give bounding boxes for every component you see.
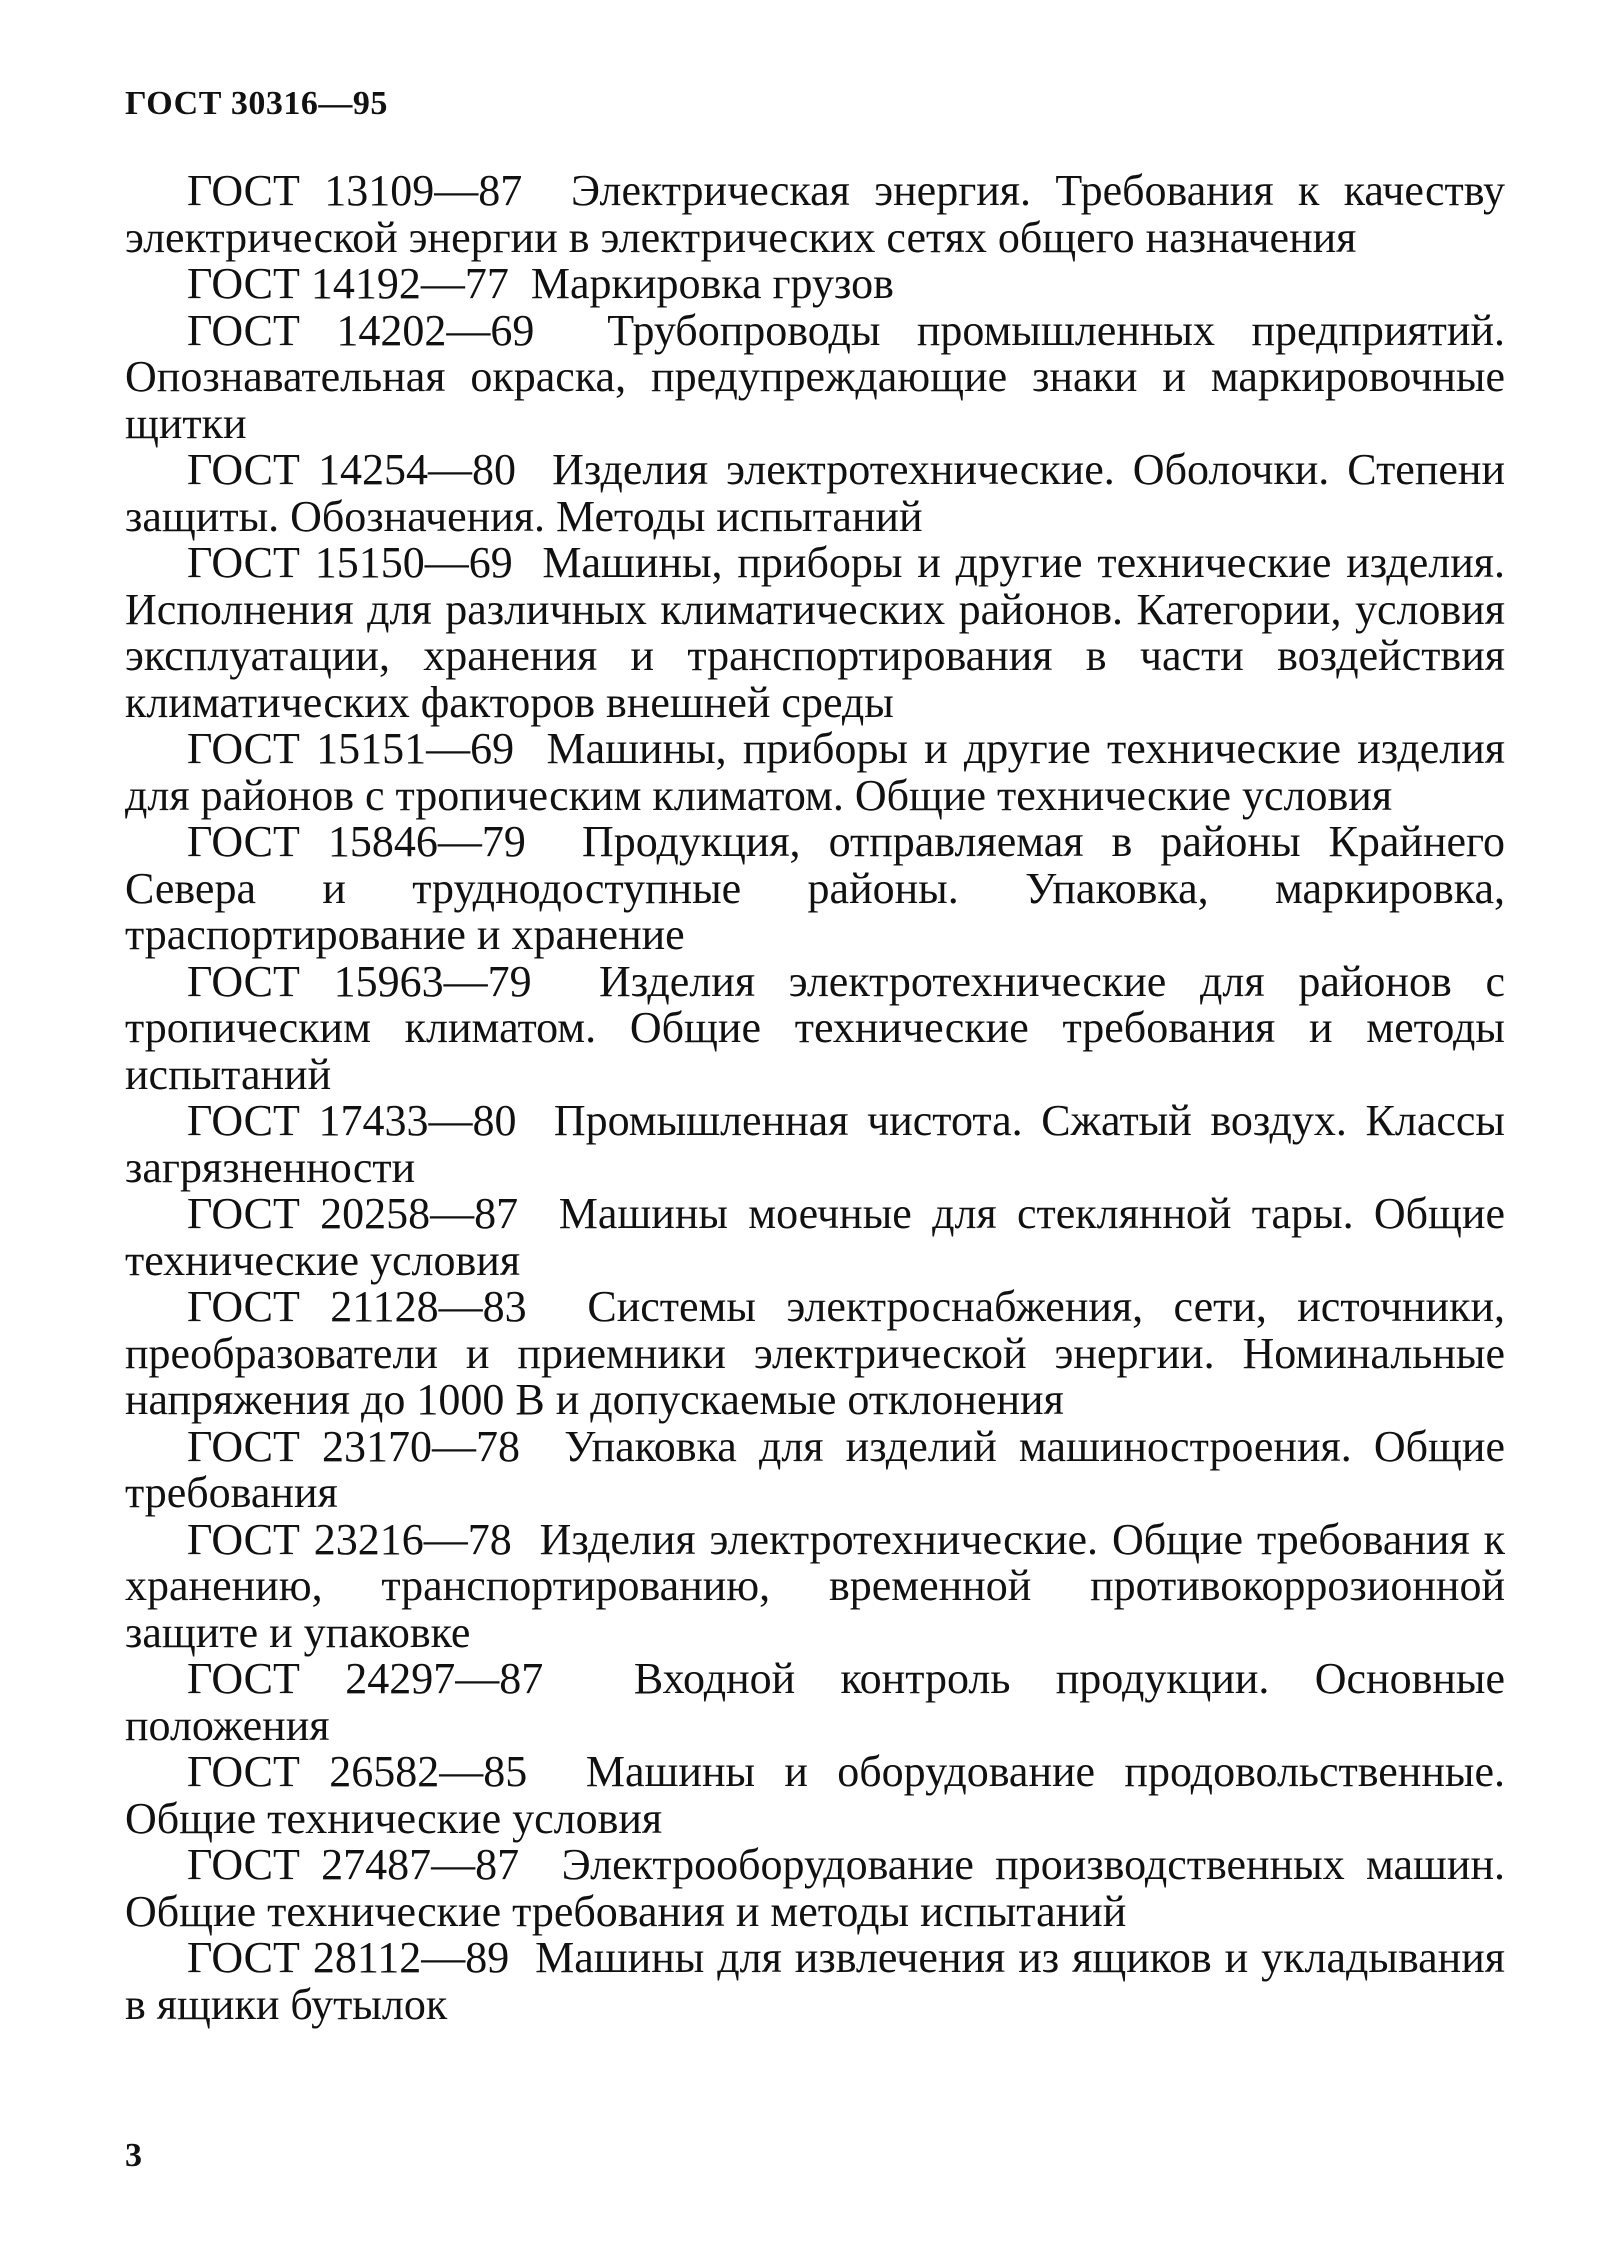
- reference-title: Системы электроснабжения, сети, источники, преобразователи и приемники электрической энергии. Номинальные напряжения до 1000 В и допускаемые отклонения: [125, 1282, 1505, 1424]
- reference-entry: [125, 1191, 1505, 1284]
- reference-code: ГОСТ 14192—77: [187, 259, 509, 308]
- reference-code: ГОСТ 15150—69: [187, 538, 513, 587]
- reference-code: ГОСТ 23216—78: [187, 1514, 512, 1564]
- reference-code: ГОСТ 15846—79: [187, 817, 526, 866]
- reference-code: ГОСТ 20258—87: [187, 1189, 519, 1238]
- reference-title: Изделия электротехнические для районов с тропическим климатом. Общие технические требования и методы испытаний: [125, 956, 1505, 1099]
- reference-code: ГОСТ 17433—80: [187, 1096, 517, 1145]
- reference-entry: [125, 819, 1505, 959]
- reference-entry: [125, 1284, 1505, 1424]
- reference-code: ГОСТ 24297—87: [187, 1654, 544, 1703]
- document-header-id: ГОСТ 30316—95: [125, 85, 388, 122]
- reference-code: ГОСТ 15963—79: [187, 956, 532, 1006]
- reference-entry: [125, 1514, 1505, 1657]
- reference-title: Трубопроводы промышленных предприятий. Опознавательная окраска, предупреждающие знаки и маркировочные щитки: [125, 305, 1505, 448]
- reference-entry: [125, 1935, 1505, 2028]
- reference-title: Машины моечные для стеклянной тары. Общие технические условия: [125, 1189, 1505, 1285]
- reference-title: Маркировка грузов: [530, 259, 894, 308]
- page-number: 3: [125, 2137, 142, 2174]
- reference-entry: [125, 1421, 1505, 1517]
- reference-title: Упаковка для изделий машиностроения. Общие требования: [125, 1421, 1505, 1517]
- reference-title: Изделия электротехнические. Общие требования к хранению, транспортированию, временной противокоррозионной защите и упаковке: [125, 1514, 1505, 1657]
- reference-entry: [125, 305, 1505, 448]
- reference-entry: [125, 1656, 1505, 1749]
- reference-entry: [125, 168, 1505, 261]
- reference-code: ГОСТ 28112—89: [187, 1933, 510, 1982]
- reference-entry: [125, 447, 1505, 540]
- reference-code: ГОСТ 14254—80: [187, 445, 516, 494]
- reference-code: ГОСТ 14202—69: [187, 305, 535, 355]
- normative-references-list: [125, 168, 1505, 2028]
- reference-title: Машины и оборудование продовольственные. Общие технические условия: [125, 1747, 1505, 1843]
- reference-title: Машины, приборы и другие технические изделия для районов с тропическим климатом. Общие технические условия: [125, 724, 1505, 820]
- reference-entry: [125, 956, 1505, 1099]
- reference-code: ГОСТ 15151—69: [187, 724, 515, 773]
- reference-code: ГОСТ 13109—87: [187, 166, 523, 215]
- reference-code: ГОСТ 21128—83: [187, 1282, 527, 1331]
- reference-code: ГОСТ 27487—87: [187, 1840, 520, 1889]
- reference-entry: [125, 726, 1505, 819]
- reference-entry: [125, 261, 1505, 308]
- reference-entry: [125, 540, 1505, 726]
- reference-code: ГОСТ 26582—85: [187, 1747, 528, 1796]
- reference-entry: [125, 1098, 1505, 1191]
- reference-code: ГОСТ 23170—78: [187, 1421, 521, 1471]
- reference-entry: [125, 1842, 1505, 1935]
- reference-title: Электрооборудование производственных машин. Общие технические требования и методы испытаний: [125, 1840, 1505, 1936]
- reference-title: Машины, приборы и другие технические изделия. Исполнения для различных климатических районов. Категории, условия эксплуатации, хранения и транспортирования в части воздействия климатических факторов внешней среды: [125, 538, 1505, 727]
- reference-title: Промышленная чистота. Сжатый воздух. Классы загрязненности: [125, 1096, 1505, 1192]
- reference-title: Электрическая энергия. Требования к качеству электрической энергии в электрических сетях общего назначения: [125, 166, 1505, 262]
- reference-title: Продукция, отправляемая в районы Крайнего Севера и труднодоступные районы. Упаковка, маркировка, траспортирование и хранение: [125, 817, 1505, 959]
- reference-title: Входной контроль продукции. Основные положения: [125, 1654, 1506, 1750]
- reference-title: Изделия электротехнические. Оболочки. Степени защиты. Обозначения. Методы испытаний: [125, 445, 1505, 541]
- reference-entry: [125, 1749, 1505, 1842]
- reference-title: Машины для извлечения из ящиков и укладывания в ящики бутылок: [125, 1933, 1506, 2029]
